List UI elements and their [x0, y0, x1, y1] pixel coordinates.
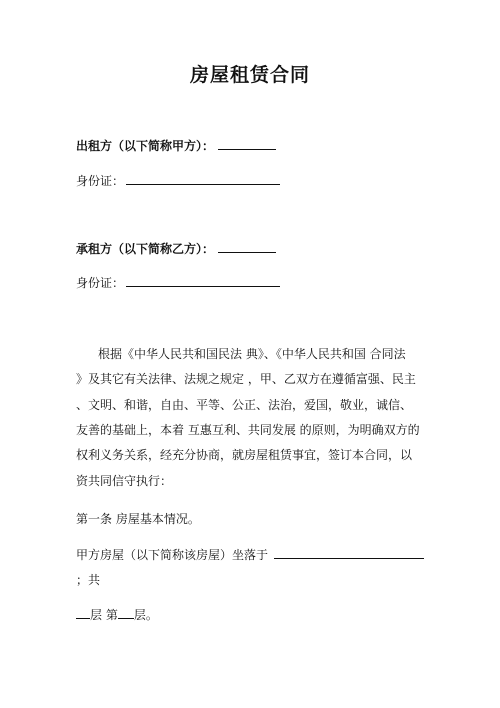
document-title: 房屋租赁合同	[189, 64, 310, 86]
preamble-line: 根据《中华人民共和国民法 典》、《中华人民共和国 合同法	[98, 347, 406, 361]
preamble-line: 权利义务关系，经充分协商，就房屋租赁事宜，签订本合同，以	[76, 448, 413, 462]
lessee-id-label: 身份证：	[76, 276, 125, 290]
location-label: 甲方房屋（以下简称该房屋）坐落于	[76, 548, 269, 562]
lessor-id-blank[interactable]	[126, 172, 280, 185]
lessor-label: 出租方（以下简称甲方）：	[76, 139, 215, 153]
lessor-name-blank[interactable]	[218, 137, 276, 150]
preamble-line: 友善的基础上，本着 互惠互利、共同发展 的原则，为明确双方的	[76, 423, 420, 437]
lessor-id-label: 身份证：	[76, 174, 125, 188]
location-blank[interactable]	[274, 546, 424, 559]
lessor-id-line	[76, 172, 280, 189]
preamble-line: 、文明、和谐，自由、平等、公正、法治，爱国，敬业，诚信、	[76, 398, 413, 412]
article1-heading: 第一条 房屋基本情况。	[76, 512, 200, 526]
location-cont: ；共	[76, 573, 101, 587]
floor-count-blank[interactable]	[76, 606, 90, 619]
lessor-line	[76, 137, 276, 154]
preamble-line: 》及其它有关法律、法规之规定 ，甲、乙双方在遵循富强、民主	[76, 372, 416, 386]
lessee-line	[76, 240, 276, 257]
floor-label-a: 层 第	[90, 608, 118, 622]
floor-line	[76, 606, 158, 623]
preamble-line: 资共同信守执行：	[76, 474, 173, 488]
lessee-label: 承租方（以下简称乙方）：	[76, 242, 215, 256]
lessee-id-blank[interactable]	[126, 274, 280, 287]
lessee-id-line	[76, 274, 280, 291]
floor-label-b: 层。	[133, 608, 158, 622]
location-line	[76, 546, 424, 563]
floor-number-blank[interactable]	[118, 606, 134, 619]
lessee-name-blank[interactable]	[218, 240, 276, 253]
